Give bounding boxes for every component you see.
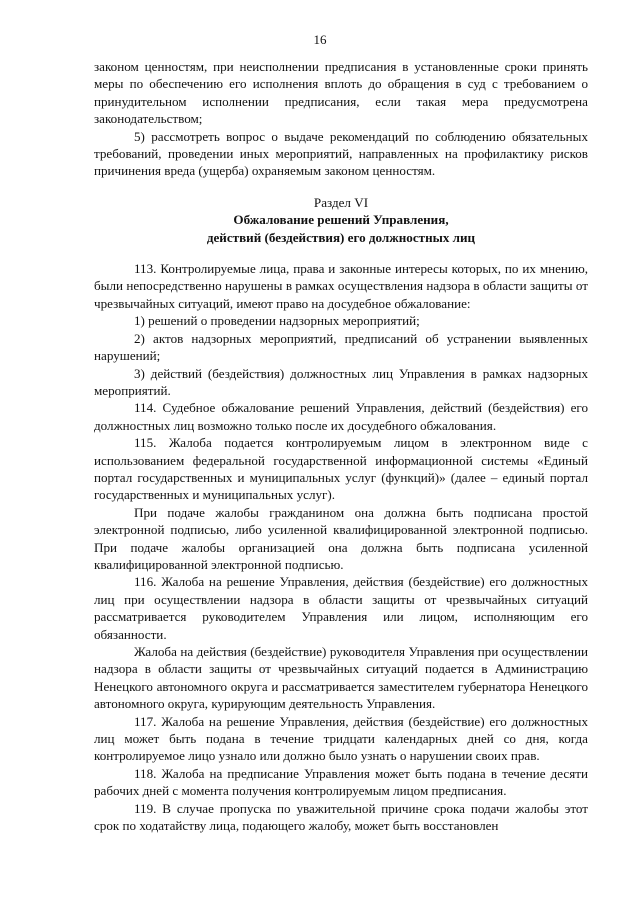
paragraph-116: 116. Жалоба на решение Управления, действия (бездействие) его должностных лиц при осуществлении надзора в области защиты от чрезвычайных ситуаций рассматривается руководителем Управления или лицом, исполняющим его обязанности. — [94, 574, 588, 642]
paragraph-115-signature: При подаче жалобы гражданином она должна быть подписана простой электронной подписью, либо усиленной квалифицированной электронной подписью. При подаче жалобы организацией она должна быть подписана усиленной квалифицированной электронной подписью. — [94, 504, 588, 572]
section-label: Раздел VI — [313, 194, 369, 210]
paragraph-115: 115. Жалоба подается контролируемым лицом в электронном виде с использованием федеральной государственной информационной системы «Единый портал государственных и муниципальных услуг (функций)» (далее – единый портал государственных и муниципальных услуг). — [94, 435, 588, 503]
list-item-5: 5) рассмотреть вопрос о выдаче рекомендаций по соблюдению обязательных требований, проведении иных мероприятий, направленных на профилактику рисков причинения вреда (ущерба) охраняемым законом ценностям. — [94, 128, 588, 179]
paragraph-113-item-1: 1) решений о проведении надзорных мероприятий; — [134, 313, 420, 329]
section-heading — [94, 194, 588, 246]
document-body — [94, 58, 588, 834]
paragraph-113-item-2: 2) актов надзорных мероприятий, предписаний об устранении выявленных нарушений; — [94, 330, 588, 364]
paragraph-114: 114. Судебное обжалование решений Управления, действий (бездействия) его должностных лиц возможно только после их досудебного обжалования. — [94, 400, 588, 433]
section-title-line-1: Обжалование решений Управления, — [233, 212, 449, 228]
paragraph-113: 113. Контролируемые лица, права и законные интересы которых, по их мнению, были непосредственно нарушены в рамках осуществления надзора в области защиты от чрезвычайных ситуаций, имеют право на досудебное обжалование: — [94, 261, 588, 311]
paragraph-119: 119. В случае пропуска по уважительной причине срока подачи жалобы этот срок по ходатайству лица, подающего жалобу, может быть восстановлен — [94, 800, 588, 834]
continuation-paragraph: законом ценностям, при неисполнении предписания в установленные сроки принять меры по обеспечению его исполнения вплоть до обращения в суд с требованием о принудительном исполнении предписания, если такая мера предусмотрена законодательством; — [94, 59, 588, 127]
paragraph-116-head-complaint: Жалоба на действия (бездействие) руководителя Управления при осуществлении надзора в области защиты от чрезвычайных ситуаций подается в Администрацию Ненецкого автономного округа и рассматривается заместителем губернатора Ненецкого автономного округа, курирующим деятельность Управления. — [94, 644, 588, 712]
page-number: 16 — [313, 32, 327, 47]
section-title-line-2: действий (бездействия) его должностных лиц — [206, 229, 476, 245]
paragraph-117: 117. Жалоба на решение Управления, действия (бездействие) его должностных лиц может быть подана в течение тридцати календарных дней со дня, когда контролируемое лицо узнало или должно было узнать о нарушении своих прав. — [94, 713, 588, 764]
paragraph-113-item-3: 3) действий (бездействия) должностных лиц Управления в рамках надзорных мероприятий. — [94, 365, 588, 398]
paragraph-118: 118. Жалоба на предписание Управления может быть подана в течение десяти рабочих дней с момента получения контролируемым лицом предписания. — [94, 765, 588, 799]
